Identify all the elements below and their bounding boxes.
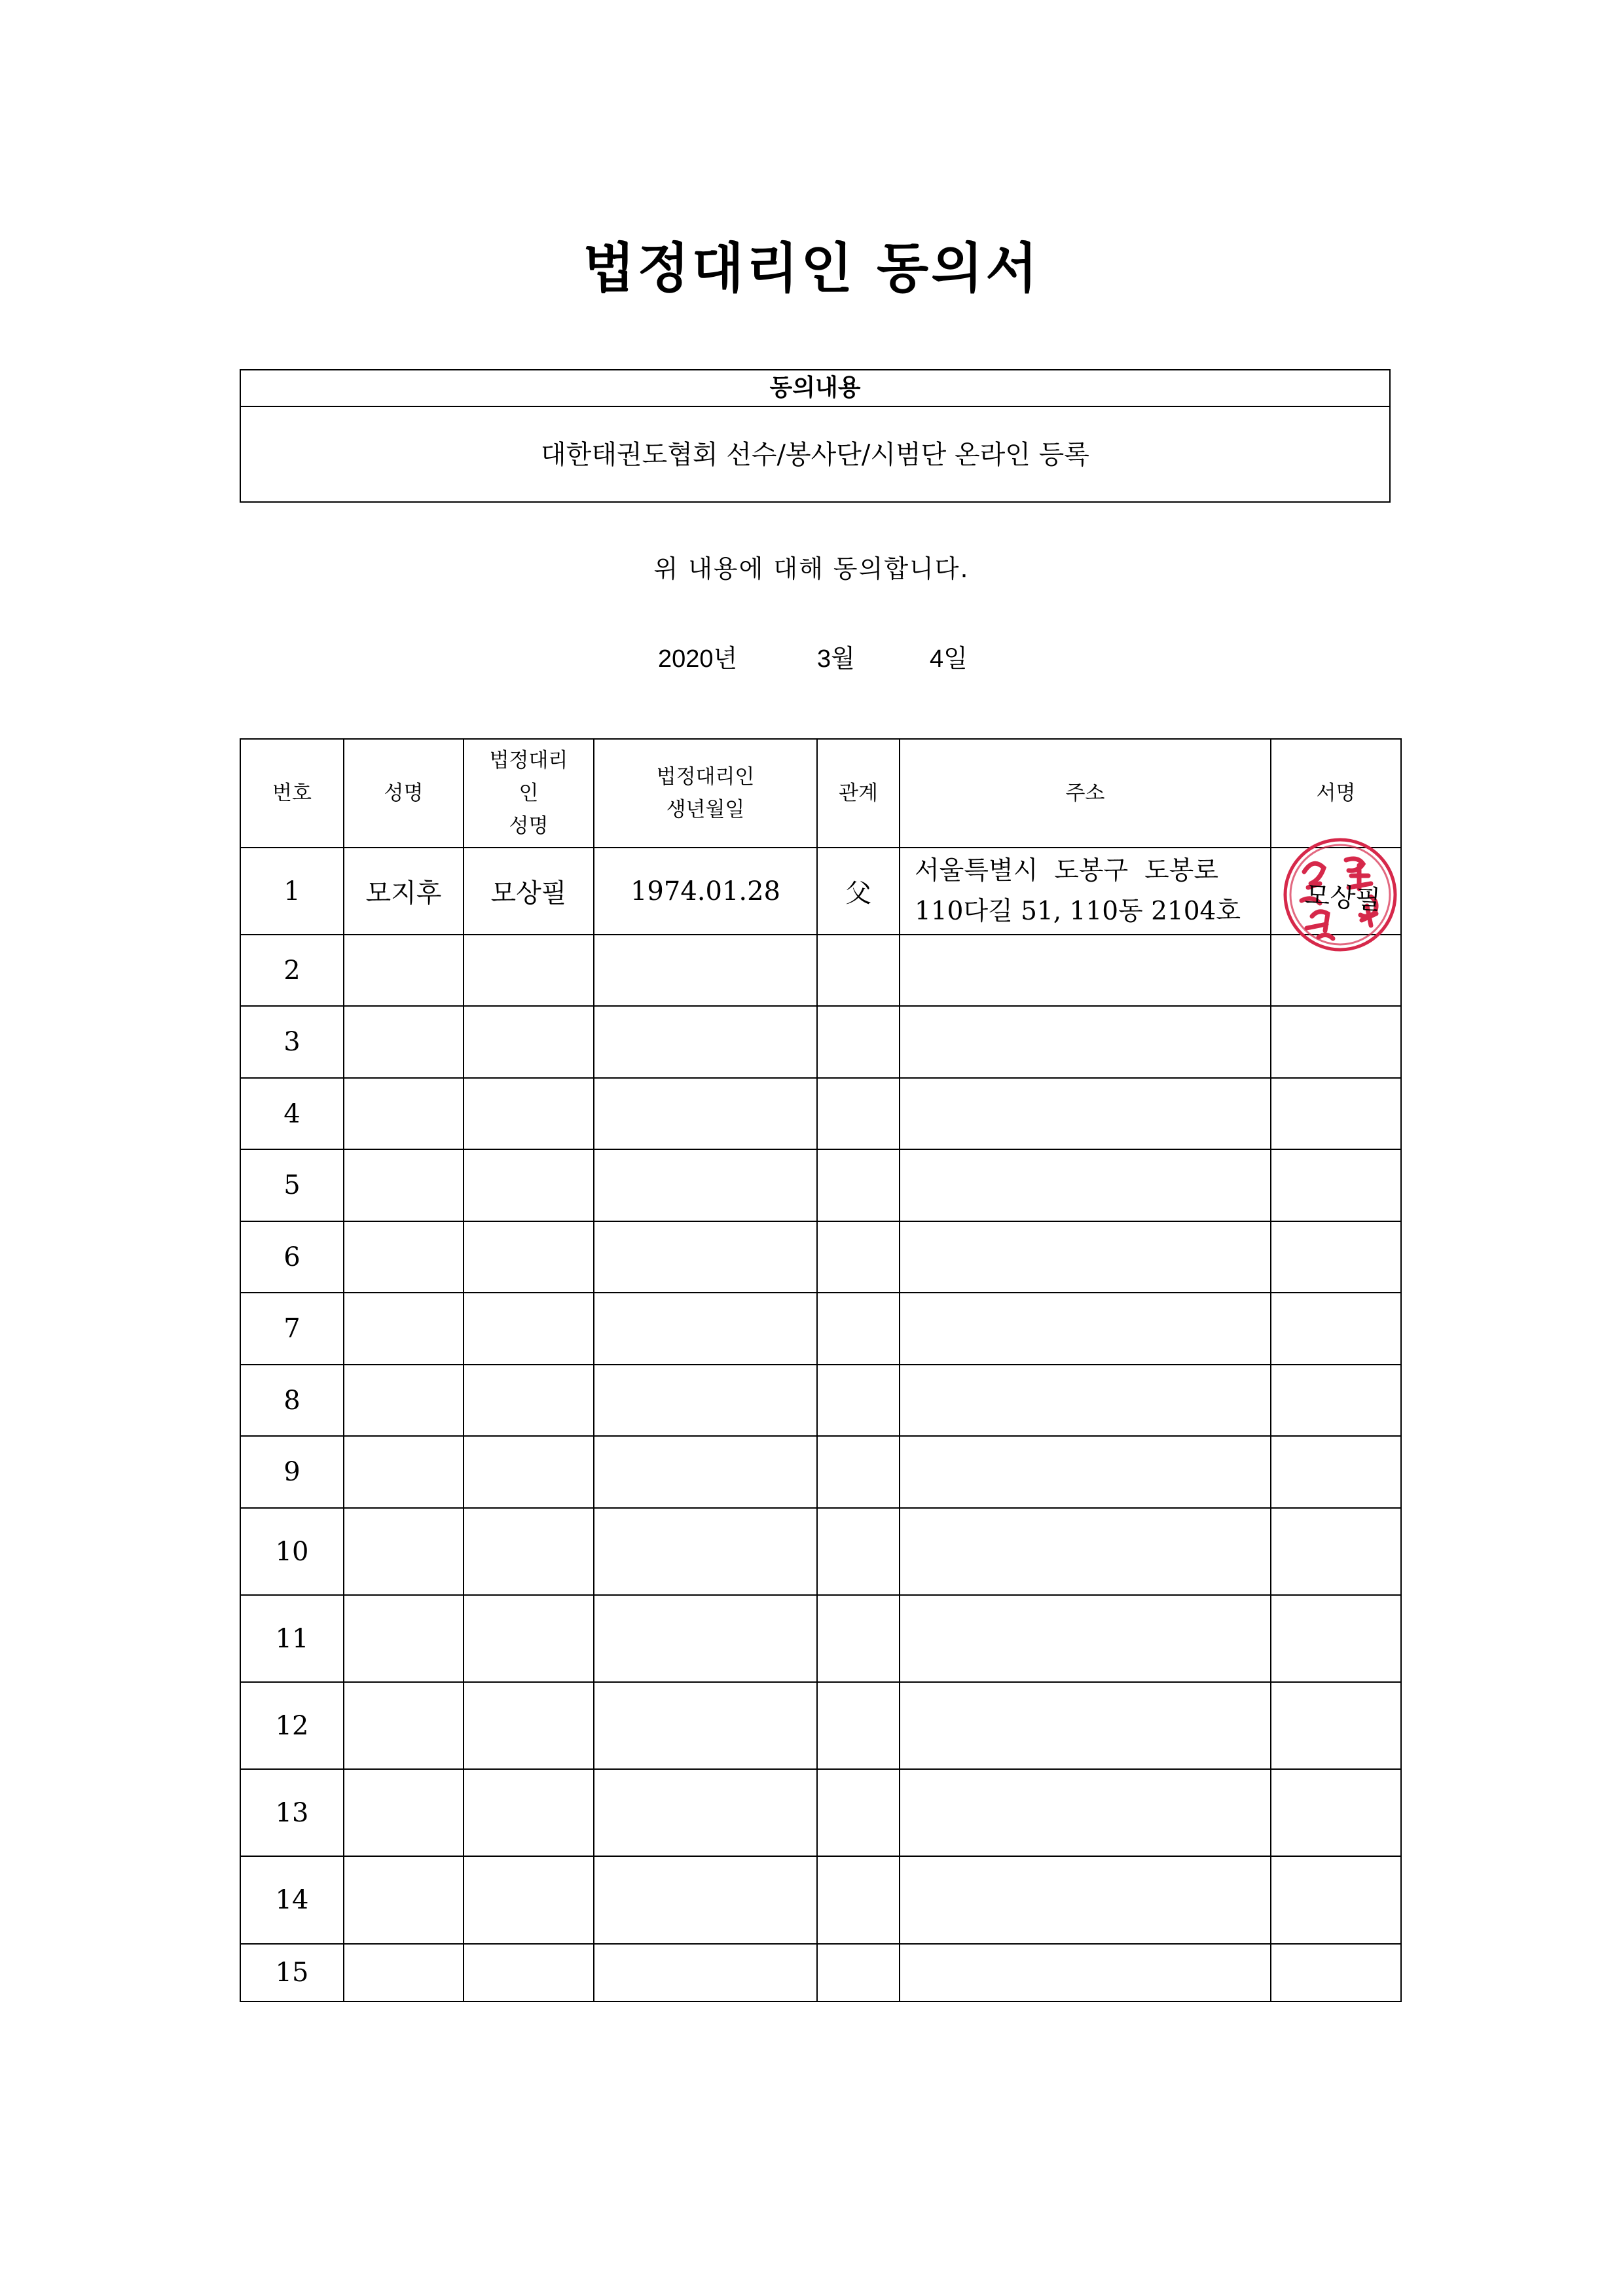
table-row: [240, 1436, 1401, 1508]
guardian-table: [240, 738, 1402, 2002]
address-line2: 110다길 51, 110동 2104호: [915, 896, 1241, 926]
cell-no: 1: [240, 848, 344, 935]
cell-no: 10: [240, 1508, 344, 1595]
table-row: [240, 1508, 1401, 1595]
table-row: [240, 1365, 1401, 1436]
table-row: [240, 1682, 1401, 1769]
header-guardian-name-line3: 성명: [509, 814, 549, 838]
table-header-row: [240, 739, 1401, 848]
consent-header: 동의내용: [241, 370, 1389, 407]
cell-address: [900, 848, 1271, 935]
cell-no: 8: [240, 1365, 344, 1436]
consent-box: [240, 369, 1391, 503]
header-guardian-name: [464, 739, 594, 848]
table-row: [240, 1769, 1401, 1856]
cell-no: 2: [240, 935, 344, 1006]
cell-no: 11: [240, 1595, 344, 1682]
cell-no: 12: [240, 1682, 344, 1769]
header-guardian-name-line2: 인: [519, 781, 539, 805]
cell-no: 3: [240, 1006, 344, 1078]
cell-signature: [1271, 848, 1401, 935]
table-row: [240, 1944, 1401, 2001]
header-address: 주소: [900, 739, 1271, 848]
header-signature: 서명: [1271, 739, 1401, 848]
cell-name: 모지후: [344, 848, 464, 935]
header-no: 번호: [240, 739, 344, 848]
table-row: [240, 1856, 1401, 1944]
cell-no: 14: [240, 1856, 344, 1944]
cell-guardian: 모상필: [464, 848, 594, 935]
table-row: [240, 1149, 1401, 1221]
cell-no: 7: [240, 1293, 344, 1365]
cell-relation: 父: [817, 848, 900, 935]
table-row: [240, 1221, 1401, 1293]
date-month: 3월: [817, 645, 855, 673]
table-row: [240, 848, 1401, 935]
table-row: [240, 1078, 1401, 1149]
table-row: [240, 1293, 1401, 1365]
table-row: [240, 935, 1401, 1006]
table-row: [240, 1595, 1401, 1682]
header-relation: 관계: [817, 739, 900, 848]
cell-birth: 1974.01.28: [594, 848, 817, 935]
consent-content: 대한태권도협회 선수/봉사단/시범단 온라인 등록: [541, 440, 1089, 470]
header-guardian-name-line1: 법정대리: [489, 749, 568, 772]
header-guardian-birth-line1: 법정대리인: [656, 765, 755, 789]
address-line1: 서울특별시 도봉구 도봉로: [915, 855, 1219, 886]
agreement-statement: 위 내용에 대해 동의합니다.: [653, 554, 970, 583]
table-row: [240, 1006, 1401, 1078]
header-guardian-birth-line2: 생년월일: [666, 798, 745, 821]
cell-no: 6: [240, 1221, 344, 1293]
date-day: 4일: [930, 645, 968, 673]
header-name: 성명: [344, 739, 464, 848]
document-title: 법정대리인 동의서: [583, 238, 1040, 300]
cell-no: 15: [240, 1944, 344, 2001]
cell-no: 9: [240, 1436, 344, 1508]
cell-no: 13: [240, 1769, 344, 1856]
cell-no: 5: [240, 1149, 344, 1221]
header-guardian-birth: [594, 739, 817, 848]
date-year: 2020년: [658, 645, 738, 673]
cell-no: 4: [240, 1078, 344, 1149]
signature-name: 모상필: [1304, 880, 1382, 916]
